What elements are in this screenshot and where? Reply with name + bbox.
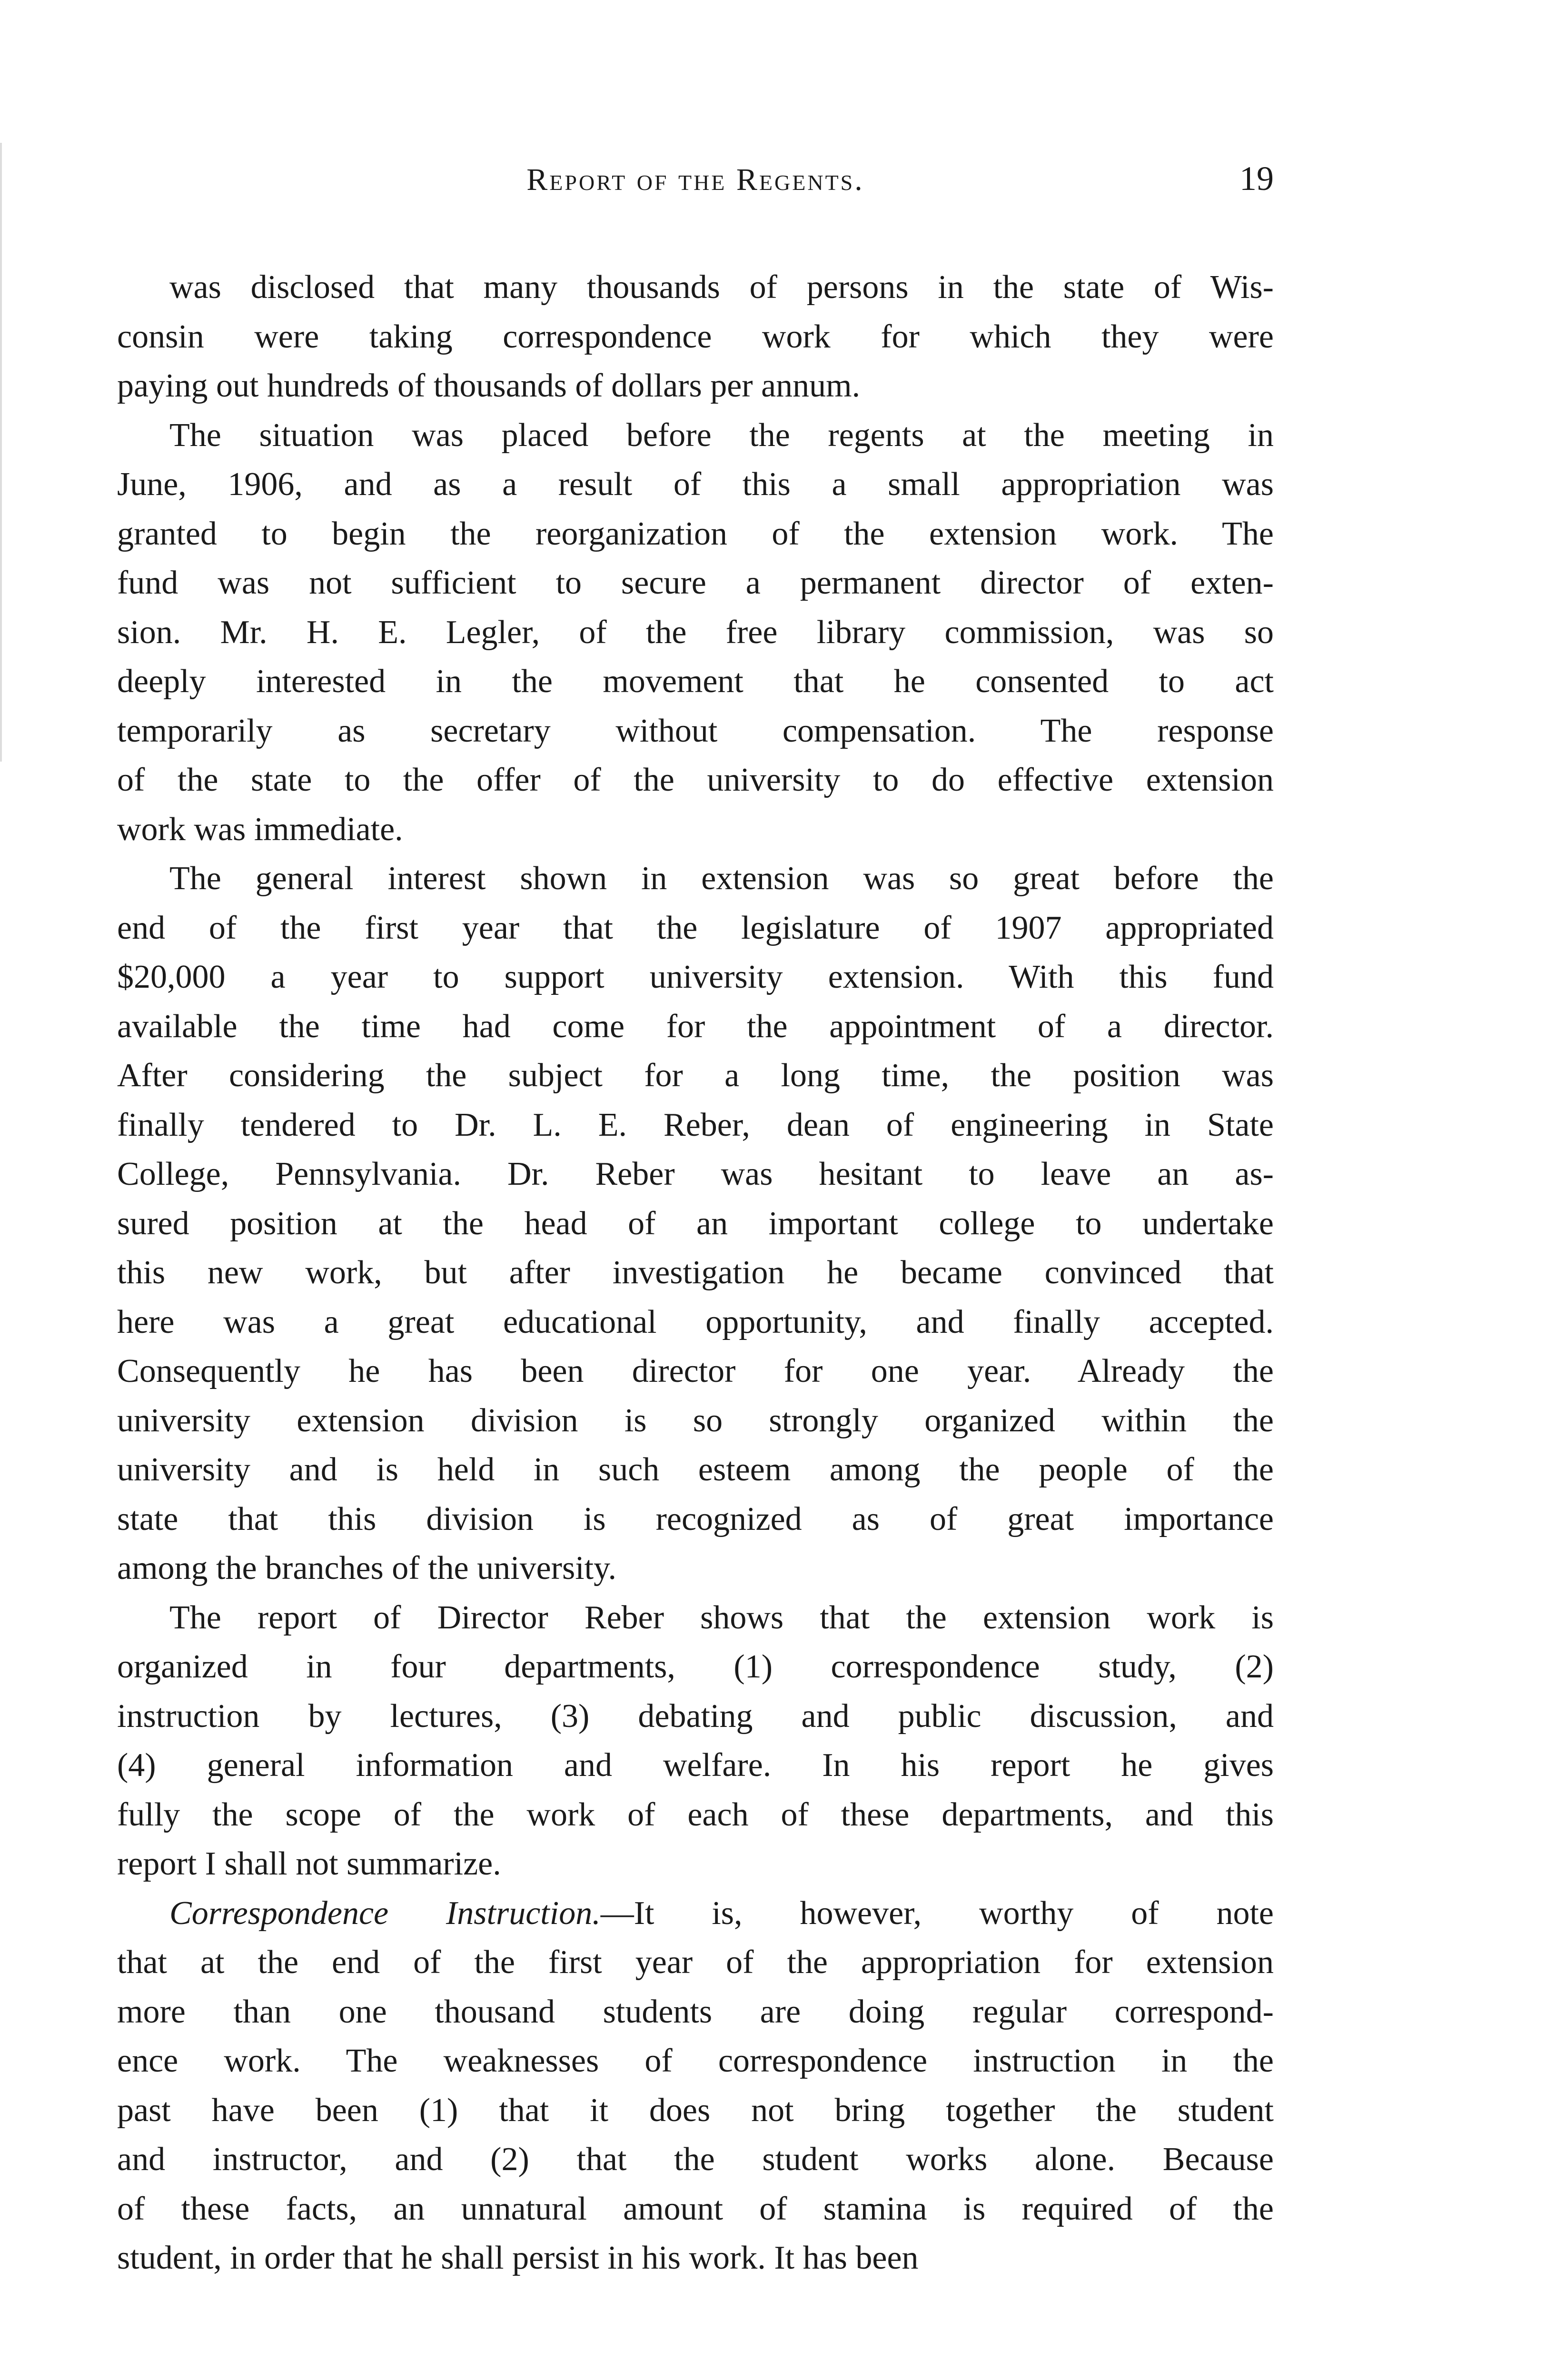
- line-text: ence work. The weaknesses of correspondence instruction in the: [117, 2043, 1274, 2079]
- line-text: After considering the subject for a long time, the position was: [117, 1057, 1274, 1094]
- line-text: student, in order that he shall persist in his work. It has been: [117, 2240, 919, 2276]
- line-text: —It is, however, worthy of note: [600, 1894, 1274, 1932]
- text-line: [117, 952, 1274, 1002]
- paragraph: [117, 263, 1274, 411]
- line-text: end of the first year that the legislature of 1907 appropriated: [117, 909, 1274, 946]
- line-text: $20,000 a year to support university extension. With this fund: [117, 959, 1274, 995]
- page-number: 19: [1239, 159, 1274, 198]
- text-line: [117, 755, 1274, 805]
- text-line: [117, 2135, 1274, 2184]
- text-line: [117, 1839, 1274, 1889]
- line-text: was disclosed that many thousands of persons in the state of Wis-: [169, 269, 1274, 306]
- line-text: of the state to the offer of the university to do effective extension: [117, 762, 1274, 798]
- text-line: [117, 411, 1274, 460]
- line-text: of these facts, an unnatural amount of stamina is required of the: [117, 2190, 1274, 2227]
- text-line: [117, 1347, 1274, 1396]
- text-line: [117, 1396, 1274, 1446]
- line-text: instruction by lectures, (3) debating and public discussion, and: [117, 1697, 1274, 1735]
- line-text: and instructor, and (2) that the student works alone. Because: [117, 2141, 1274, 2178]
- text-line: [117, 1790, 1274, 1840]
- text-line: [117, 1150, 1274, 1199]
- line-text: College, Pennsylvania. Dr. Reber was hesitant to leave an as-: [117, 1156, 1274, 1192]
- paragraph: [117, 1593, 1274, 1889]
- line-text: state that this division is recognized as of great importance: [117, 1500, 1274, 1537]
- text-line: [117, 460, 1274, 509]
- paragraph: [117, 1889, 1274, 2283]
- text-line: [117, 1199, 1274, 1249]
- line-text: organized in four departments, (1) correspondence study, (2): [117, 1648, 1274, 1685]
- line-text: June, 1906, and as a result of this a small appropriation was: [117, 466, 1274, 503]
- line-text: consin were taking correspondence work for which they were: [117, 318, 1274, 355]
- line-text: The general interest shown in extension was so great before the: [169, 860, 1274, 897]
- line-text: among the branches of the university.: [117, 1550, 617, 1587]
- line-text: temporarily as secretary without compensation. The response: [117, 712, 1274, 749]
- running-title: Report of the Regents.: [526, 162, 864, 197]
- text-line: [117, 509, 1274, 559]
- line-text: sured position at the head of an important college to undertake: [117, 1205, 1274, 1242]
- line-text: report I shall not summarize.: [117, 1845, 501, 1882]
- line-text: Consequently he has been director for one year. Already the: [117, 1353, 1274, 1389]
- text-line: [117, 1101, 1274, 1150]
- line-text: university and is held in such esteem among the people of the: [117, 1451, 1274, 1488]
- text-line: [117, 1495, 1274, 1544]
- text-line: [117, 1889, 1274, 1938]
- text-line: [117, 312, 1274, 362]
- section-heading: Correspondence Instruction.: [169, 1894, 601, 1932]
- scan-edge: [0, 143, 2, 762]
- text-line: [117, 1692, 1274, 1741]
- text-line: [117, 1642, 1274, 1692]
- text-line: [117, 1002, 1274, 1051]
- line-text: fully the scope of the work of each of these departments, and this: [117, 1796, 1274, 1833]
- line-text: The situation was placed before the regents at the meeting in: [169, 416, 1274, 454]
- line-text: past have been (1) that it does not bring together the student: [117, 2092, 1274, 2129]
- text-line: [117, 361, 1274, 411]
- text-line: [117, 2184, 1274, 2234]
- text-line: [117, 608, 1274, 657]
- text-line: [117, 706, 1274, 756]
- text-line: [117, 854, 1274, 903]
- line-text: granted to begin the reorganization of the extension work. The: [117, 515, 1274, 552]
- text-line: [117, 903, 1274, 953]
- paragraph: [117, 854, 1274, 1593]
- text-line: [117, 558, 1274, 608]
- text-line: [117, 805, 1274, 854]
- line-text: (4) general information and welfare. In his report he gives: [117, 1747, 1274, 1784]
- line-text: The report of Director Reber shows that the extension work is: [169, 1599, 1274, 1636]
- line-text: university extension division is so strongly organized within the: [117, 1402, 1274, 1439]
- text-line: [117, 657, 1274, 706]
- text-line: [117, 1298, 1274, 1347]
- text-line: [117, 1051, 1274, 1101]
- text-line: [117, 2233, 1274, 2283]
- text-line: [117, 1938, 1274, 1987]
- text-line: [117, 1741, 1274, 1790]
- text-line: [117, 1544, 1274, 1593]
- text-line: [117, 1248, 1274, 1298]
- line-text: more than one thousand students are doing regular correspond-: [117, 1993, 1274, 2030]
- line-text: here was a great educational opportunity, and finally accepted.: [117, 1303, 1274, 1340]
- paragraph: [117, 411, 1274, 854]
- text-line: [117, 263, 1274, 312]
- line-text: that at the end of the first year of the appropriation for extension: [117, 1944, 1274, 1981]
- text-line: [117, 2086, 1274, 2135]
- line-text: fund was not sufficient to secure a permanent director of exten-: [117, 565, 1274, 601]
- line-text: work was immediate.: [117, 811, 403, 848]
- body-text: [117, 263, 1274, 2283]
- line-text: available the time had come for the appointment of a director.: [117, 1008, 1274, 1045]
- line-text: finally tendered to Dr. L. E. Reber, dean of engineering in State: [117, 1106, 1274, 1143]
- text-line: [117, 1593, 1274, 1643]
- line-text: this new work, but after investigation he became convinced that: [117, 1254, 1274, 1291]
- text-line: [117, 1445, 1274, 1495]
- line-text: paying out hundreds of thousands of dollars per annum.: [117, 367, 861, 404]
- line-text: sion. Mr. H. E. Legler, of the free library commission, was so: [117, 614, 1274, 651]
- page-header: [117, 159, 1274, 209]
- line-text: deeply interested in the movement that he consented to act: [117, 663, 1274, 700]
- text-line: [117, 1987, 1274, 2037]
- text-line: [117, 2036, 1274, 2086]
